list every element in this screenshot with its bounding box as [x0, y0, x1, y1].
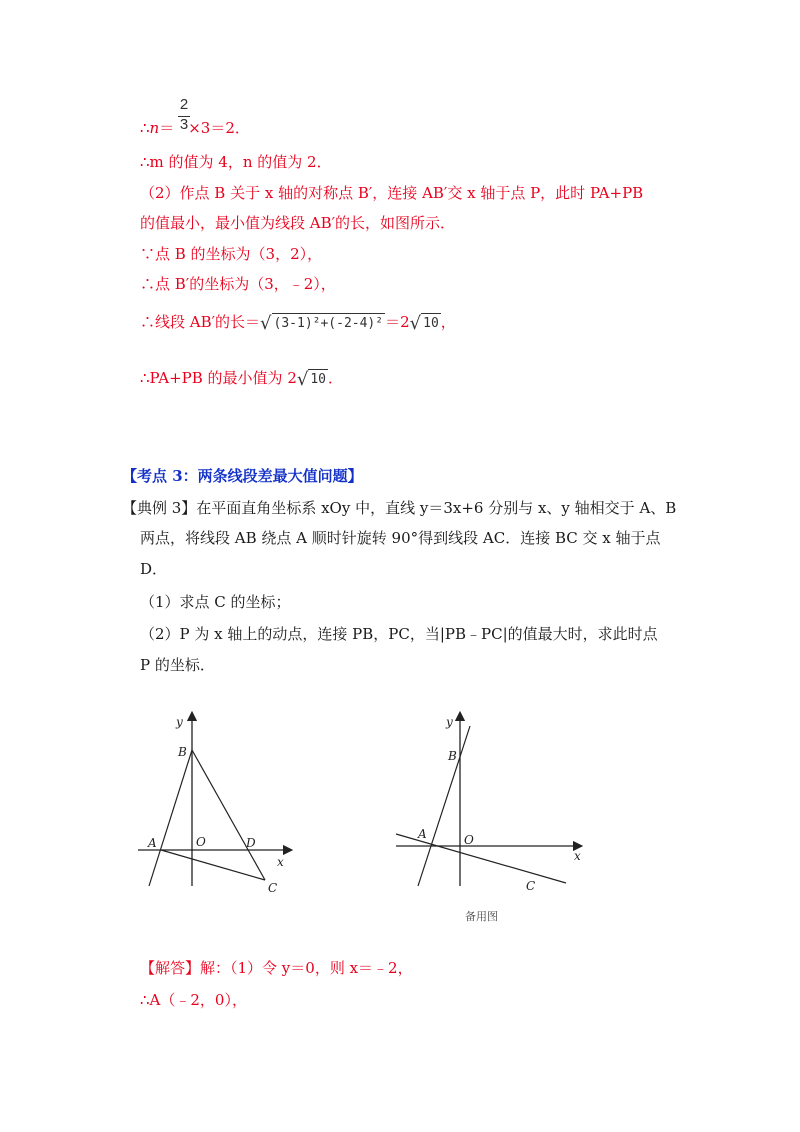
radicand-2 [421, 313, 441, 334]
solution-line-n [140, 118, 250, 138]
label-y: y [446, 715, 453, 729]
example-line-3: D． [140, 560, 168, 578]
figure-2-diagram [388, 708, 588, 898]
fraction-denominator: 3 [179, 116, 189, 133]
comma: ， [440, 313, 456, 331]
fraction-numerator: 2 [179, 96, 189, 113]
result-text: ×3＝2． [188, 119, 250, 137]
label-A: A [418, 827, 427, 841]
min-label: ∴PA+PB 的最小值为 2 [140, 369, 297, 387]
solution-line-part2a: （2）作点 B 关于 x 轴的对称点 B′，连接 AB′交 x 轴于点 P，此时 PA+PB [140, 184, 644, 202]
label-C: C [526, 879, 536, 893]
example-line-2: 两点，将线段 AB 绕点 A 顺时针旋转 90°得到线段 AC．连接 BC 交 x 轴于点 [140, 529, 661, 547]
question-1: （1）求点 C 的坐标； [140, 593, 291, 611]
answer-line-2: ∴A（﹣2，0）， [140, 991, 247, 1009]
solution-line-min [140, 368, 343, 390]
label-y: y [176, 715, 183, 729]
solution-line-bprime-coord: ∴点 B′的坐标为（3，﹣2）， [140, 275, 336, 293]
length-label: ∴线段 AB′的长＝ [140, 313, 261, 331]
radicand-3 [308, 369, 328, 390]
solution-line-b-coord: ∵点 B 的坐标为（3，2）， [140, 245, 323, 263]
solution-line-mn: ∴m 的值为 4，n 的值为 2． [140, 153, 332, 171]
example-line-1: 【典例 3】在平面直角坐标系 xOy 中，直线 y＝3x+6 分别与 x、y 轴相交于 A、B [122, 499, 677, 517]
radicand-text-3: 10 [308, 369, 328, 390]
solution-line-part2b: 的值最小，最小值为线段 AB′的长，如图所示． [140, 214, 456, 232]
section-heading: 【考点 3：两条线段差最大值问题】 [122, 467, 363, 485]
radicand-text-1: (3-1)²+(-2-4)² [272, 313, 386, 334]
label-B: B [178, 745, 187, 759]
solution-line-length [140, 312, 456, 334]
radicand-1 [272, 313, 386, 334]
label-C: C [268, 881, 278, 895]
equals-two: ＝2 [385, 313, 410, 331]
label-x: x [574, 849, 581, 863]
line-AB [418, 726, 470, 886]
sqrt-icon: √ [296, 369, 309, 390]
radicand-text-2: 10 [421, 313, 441, 334]
therefore-symbol: ∴ [140, 119, 150, 137]
var-n: n [149, 119, 160, 137]
label-O: O [464, 833, 474, 847]
label-A: A [148, 836, 157, 850]
equals: ＝ [159, 119, 175, 137]
answer-line-1: 【解答】解：（1）令 y＝0，则 x＝﹣2， [140, 959, 413, 977]
sqrt-icon: √ [260, 313, 272, 334]
line-AB [149, 750, 192, 886]
figure-1-diagram [130, 708, 300, 898]
label-B: B [448, 749, 457, 763]
sqrt-icon: √ [409, 313, 422, 334]
period: ． [328, 369, 344, 387]
question-2-cont: P 的坐标． [140, 656, 215, 674]
label-D: D [246, 836, 256, 850]
segment-BC [192, 750, 265, 880]
segment-AC [161, 850, 265, 880]
figure-2-caption: 备用图 [465, 910, 498, 923]
label-x: x [277, 855, 284, 869]
label-O: O [196, 835, 206, 849]
question-2: （2）P 为 x 轴上的动点，连接 PB，PC，当|PB﹣PC|的值最大时，求此时点 [140, 625, 658, 643]
